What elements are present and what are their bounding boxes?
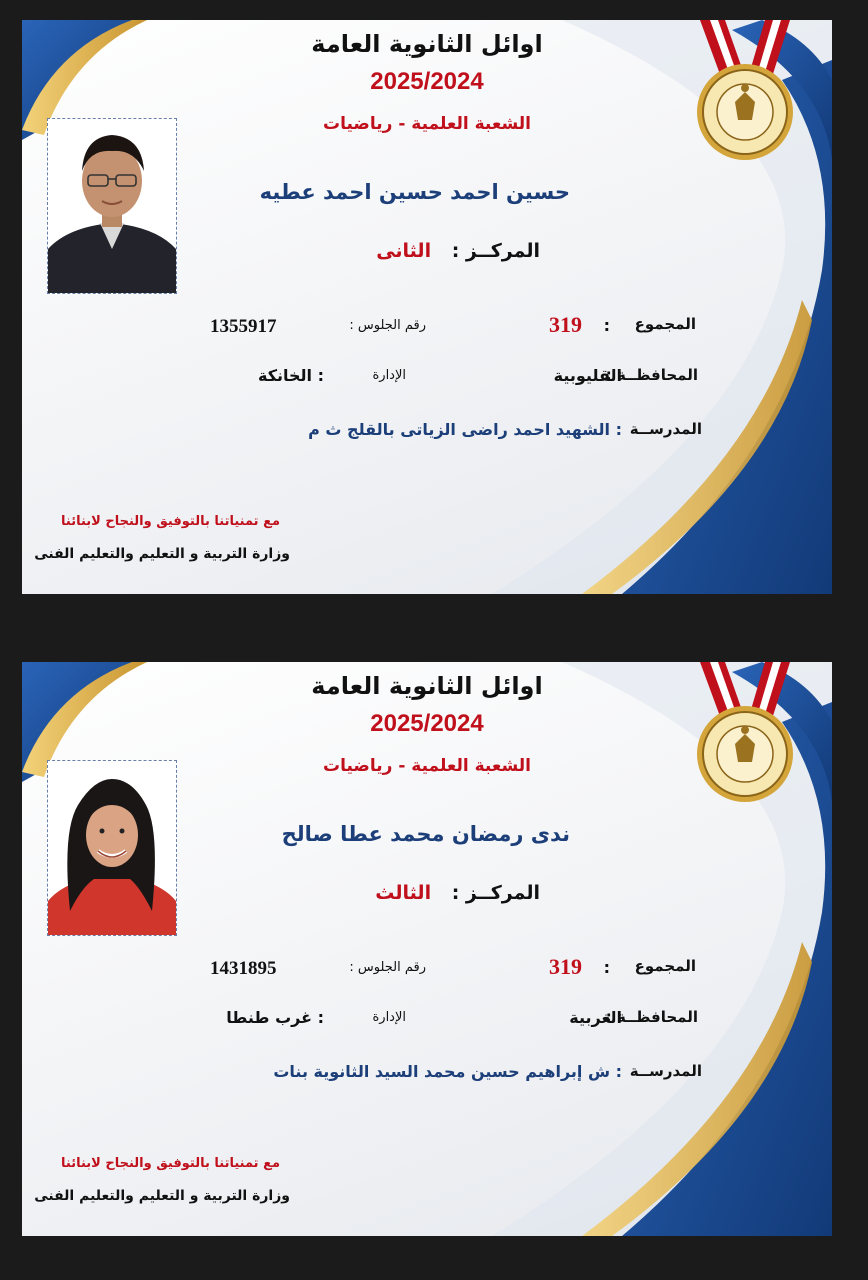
page-title: اوائل الثانوية العامة [311,30,543,58]
student-name: حسين احمد حسين احمد عطيه [259,180,570,204]
rank-label: المركــز : [451,882,540,904]
school-value: : الشهيد احمد راضى الزياتى بالقلج ث م [308,420,622,439]
ministry-seal-icon [680,20,810,165]
seat-number-label: رقم الجلوس : [349,960,426,975]
ministry-seal-icon [680,662,810,807]
academic-year: 2025/2024 [370,68,484,95]
rank-value: الثانى [376,240,432,262]
total-value: 319 [549,312,582,337]
total-label: المجموع [634,315,696,333]
student-name: ندى رمضان محمد عطا صالح [281,822,570,846]
rank-row [375,882,540,904]
rank-value: الثالث [375,882,432,904]
certificate-card-1 [22,20,832,594]
total-colon: : [603,958,610,977]
rank-label: المركــز : [451,240,540,262]
administration-value: : الخانكة [257,366,324,385]
administration-label: الإدارة [372,368,406,383]
governorate-value: القليوبية [553,366,622,385]
student-photo [47,760,177,936]
school-value: : ش إبراهيم حسين محمد السيد الثانوية بنات [273,1062,622,1081]
governorate-value: الغربية [569,1008,622,1027]
boy-portrait-icon [48,119,176,293]
total-value: 319 [549,954,582,979]
governorate-label: المحافظــة : [605,1008,698,1026]
rank-row [376,240,540,262]
student-photo [47,118,177,294]
ministry-text: وزارة التربية و التعليم والتعليم الفنى [34,546,290,562]
seat-number-value: 1431895 [210,958,277,979]
governorate-label: المحافظــة : [605,366,698,384]
seat-number-label: رقم الجلوس : [349,318,426,333]
school-label: المدرســة [629,420,702,438]
certificate-card-2 [22,662,832,1236]
wish-text: مع تمنياتنا بالتوفيق والنجاح لابنائنا [61,514,280,529]
seat-number-value: 1355917 [210,316,277,337]
girl-portrait-icon [48,761,176,935]
administration-label: الإدارة [372,1010,406,1025]
academic-year: 2025/2024 [370,710,484,737]
branch-label: الشعبة العلمية - رياضيات [323,114,531,134]
school-label: المدرســة [629,1062,702,1080]
ministry-text: وزارة التربية و التعليم والتعليم الفنى [34,1188,290,1204]
branch-label: الشعبة العلمية - رياضيات [323,756,531,776]
page-title: اوائل الثانوية العامة [311,672,543,700]
total-colon: : [603,316,610,335]
administration-value: : غرب طنطا [226,1008,324,1027]
wish-text: مع تمنياتنا بالتوفيق والنجاح لابنائنا [61,1156,280,1171]
total-label: المجموع [634,957,696,975]
